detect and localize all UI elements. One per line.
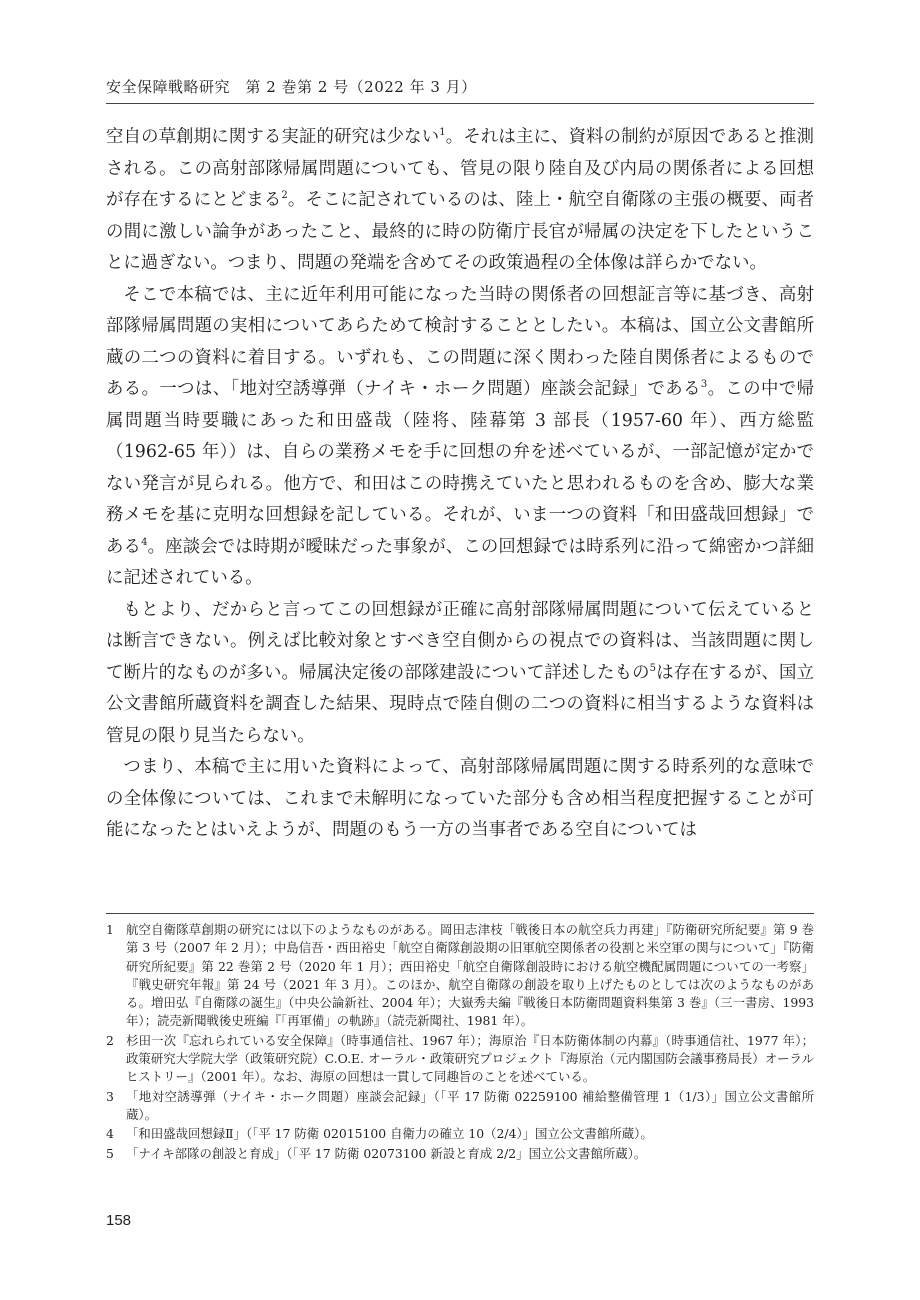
text-segment: 。この中で帰属問題当時要職にあった和田盛哉（陸将、陸幕第 3 部長（1957-60 年）、西方総監（1962-65 年））は、自らの業務メモを手に回想の弁を述べているが、一部記憶が定かでない発言が見られる。他方で、和田はこの時携えていたと思われるものを含め、膨大な業務メモを基に克明な回想録を記している。それが、いま一つの資料「和田盛哉回想録」である <box>106 379 814 557</box>
body-text <box>106 122 814 847</box>
footnote-ref[interactable]: 1 <box>439 127 446 138</box>
footnote-text: 航空自衛隊草創期の研究には以下のようなものがある。岡田志津枝「戦後日本の航空兵力再建」『防衛研究所紀要』第 9 巻第 3 号（2007 年 2 月）；中島信吾・西田裕史「航空自衛隊創設期の旧軍航空関係者の役割と米空軍の関与について」『防衛研究所紀要』第 22 巻第 2 号（2020 年 1 月）；西田裕史「航空自衛隊創設時における航空機配属問題についての一考察」『戦史研究年報』第 24 号（2021 年 3 月）。このほか、航空自衛隊の創設を取り上げたものとしては次のようなものがある。増田弘『自衛隊の誕生』（中央公論新社、2004 年）；大嶽秀夫編『戦後日本防衛問題資料集第 3 巻』（三一書房、1993 年）；読売新聞戦後史班編『「再軍備」の軌跡』（読売新聞社、1981 年）。 <box>126 922 814 1029</box>
footnote-number: 4 <box>106 1126 114 1142</box>
footnote <box>106 1145 814 1163</box>
footnote-number: 5 <box>106 1145 114 1161</box>
paragraph <box>106 122 814 280</box>
footnote <box>106 1032 814 1087</box>
journal-title: 安全保障戦略研究 第 2 巻第 2 号（2022 年 3 月） <box>106 78 477 96</box>
footnotes <box>106 921 814 1164</box>
footnote-text: 杉田一次『忘れられている安全保障』（時事通信社、1967 年）；海原治『日本防衛体制の内幕』（時事通信社、1977 年）；政策研究大学院大学（政策研究院）C.O.E. オーラル・政策研究プロジェクト『海原治（元内閣国防会議事務局長）オーラルヒストリー』（2001 年）。なお、海原の回想は一貫して同趣旨のことを述べている。 <box>126 1032 814 1085</box>
footnote-ref[interactable]: 3 <box>700 379 708 390</box>
footnote-divider <box>106 913 814 914</box>
footnote-text: 「和田盛哉回想録Ⅱ」（「平 17 防衛 02015100 自衛力の確立 10（2/4）」国立公文書館所蔵）。 <box>126 1126 653 1142</box>
footnote-ref[interactable]: 2 <box>281 190 288 201</box>
page-number: 158 <box>106 1212 132 1229</box>
text-segment: もとより、だからと言ってこの回想録が正確に高射部隊帰属問題について伝えているとは断言できない。例えば比較対象とすべき空自側からの視点での資料は、当該問題に関して断片的なものが多い。帰属決定後の部隊建設について詳述したもの <box>106 599 814 683</box>
footnote-number: 2 <box>106 1032 114 1048</box>
paragraph <box>106 280 814 595</box>
footnote-text: 「ナイキ部隊の創設と育成」（「平 17 防衛 02073100 新設と育成 2/2」国立公文書館所蔵）。 <box>126 1145 647 1161</box>
footnote-text: 「地対空誘導弾（ナイキ・ホーク問題）座談会記録」（「平 17 防衛 02259100 補給整備管理 1（1/3）」国立公文書館所蔵）。 <box>126 1088 814 1122</box>
footnote-number: 1 <box>106 922 114 937</box>
text-segment: 。座談会では時期が曖昧だった事象が、この回想録では時系列に沿って綿密かつ詳細に記述されている。 <box>106 536 814 588</box>
text-segment: そこで本稿では、主に近年利用可能になった当時の関係者の回想証言等に基づき、高射部隊帰属問題の実相についてあらためて検討することとしたい。本稿は、国立公文書館所蔵の二つの資料に着目する。いずれも、この問題に深く関わった陸自関係者によるものである。一つは、「地対空誘導弾（ナイキ・ホーク問題）座談会記録」である <box>106 284 815 399</box>
footnote-ref[interactable]: 5 <box>649 662 657 674</box>
footnote-number: 3 <box>106 1088 114 1104</box>
footnote <box>106 1088 814 1125</box>
paragraph <box>106 752 814 847</box>
text-segment: 空自の草創期に関する実証的研究は少ない <box>106 127 440 147</box>
text-segment: は存在するが、国立公文書館所蔵資料を調査した結果、現時点で陸自側の二つの資料に相当するような資料は管見の限り見当たらない。 <box>106 662 814 746</box>
footnote <box>106 1125 814 1143</box>
text-segment: つまり、本稿で主に用いた資料によって、高射部隊帰属問題に関する時系列的な意味での全体像については、これまで未解明になっていた部分も含め相当程度把握することが可能になったとはいえようが、問題のもう一方の当事者である空自については <box>106 757 814 840</box>
footnote <box>106 921 814 1031</box>
running-header <box>106 76 814 104</box>
paragraph <box>106 595 814 753</box>
text-segment: 。そこに記されているのは、陸上・航空自衛隊の主張の概要、両者の間に激しい論争があったこと、最終的に時の防衛庁長官が帰属の決定を下したということに過ぎない。つまり、問題の発端を含めてその政策過程の全体像は詳らかでない。 <box>106 190 814 273</box>
text-segment: 。それは主に、資料の制約が原因であると推測される。この高射部隊帰属問題についても、管見の限り陸自及び内局の関係者による回想が存在するにとどまる <box>106 127 814 210</box>
footnote-ref[interactable]: 4 <box>141 536 148 548</box>
